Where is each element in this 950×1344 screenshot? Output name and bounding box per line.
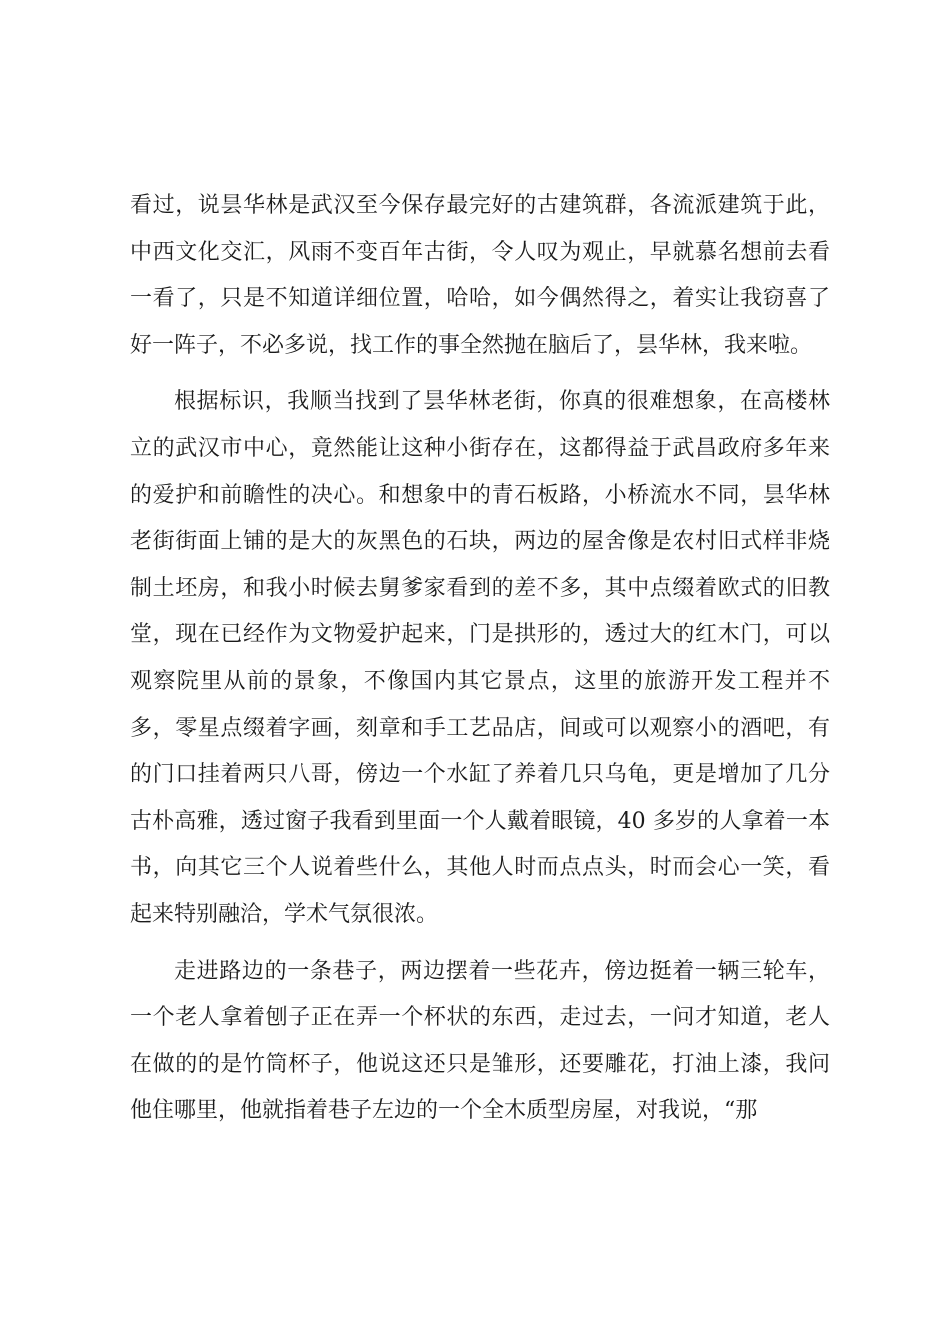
- text-line: 古朴高雅，透过窗子我看到里面一个人戴着眼镜，40 多岁的人拿着一本: [130, 808, 830, 834]
- text-line: 他住哪里，他就指着巷子左边的一个全木质型房屋，对我说，“那: [130, 1098, 758, 1124]
- text-line: 走进路边的一条巷子，两边摆着一些花卉，傍边挺着一辆三轮车，: [174, 958, 830, 984]
- text-line: 起来特别融洽，学术气氛很浓。: [130, 901, 439, 927]
- text-line: 一个老人拿着刨子正在弄一个杯状的东西，走过去，一问才知道，老人: [130, 1005, 830, 1031]
- paragraph-3: [130, 949, 830, 1135]
- text-line: 制土坯房，和我小时候去舅爹家看到的差不多，其中点缀着欧式的旧教: [130, 575, 830, 601]
- text-line: 中西文化交汇，风雨不变百年古街，令人叹为观止，早就慕名想前去看: [130, 239, 830, 265]
- text-line: 观察院里从前的景象，不像国内其它景点，这里的旅游开发工程并不: [130, 668, 830, 694]
- text-line: 看过，说昙华林是武汉至今保存最完好的古建筑群，各流派建筑于此，: [130, 193, 830, 218]
- text-line: 老街街面上铺的是大的灰黑色的石块，两边的屋舍像是农村旧式样非烧: [130, 529, 830, 555]
- text-line: 在做的的是竹筒杯子，他说这还只是雏形，还要雕花，打油上漆，我问: [130, 1051, 830, 1077]
- text-line: 多，零星点缀着字画，刻章和手工艺品店，间或可以观察小的酒吧，有: [130, 715, 830, 741]
- text-line: 的爱护和前瞻性的决心。和想象中的青石板路，小桥流水不同，昙华林: [130, 482, 830, 508]
- paragraph-2: [130, 379, 830, 938]
- text-line: 立的武汉市中心，竟然能让这种小街存在，这都得益于武昌政府多年来: [130, 435, 830, 461]
- text-line: 书，向其它三个人说着些什么，其他人时而点点头，时而会心一笑，看: [130, 855, 830, 881]
- document-body: [130, 183, 830, 1135]
- text-line: 好一阵子，不必多说，找工作的事全然抛在脑后了，昙华林，我来啦。: [130, 332, 813, 358]
- text-line: 的门口挂着两只八哥，傍边一个水缸了养着几只乌龟，更是增加了几分: [130, 762, 830, 788]
- text-line: 一看了，只是不知道详细位置，哈哈，如今偶然得之，着实让我窃喜了: [130, 286, 830, 312]
- text-line: 根据标识，我顺当找到了昙华林老街，你真的很难想象，在高楼林: [174, 389, 830, 415]
- paragraph-1: [130, 183, 830, 369]
- text-line: 堂，现在已经作为文物爱护起来，门是拱形的，透过大的红木门，可以: [130, 622, 830, 648]
